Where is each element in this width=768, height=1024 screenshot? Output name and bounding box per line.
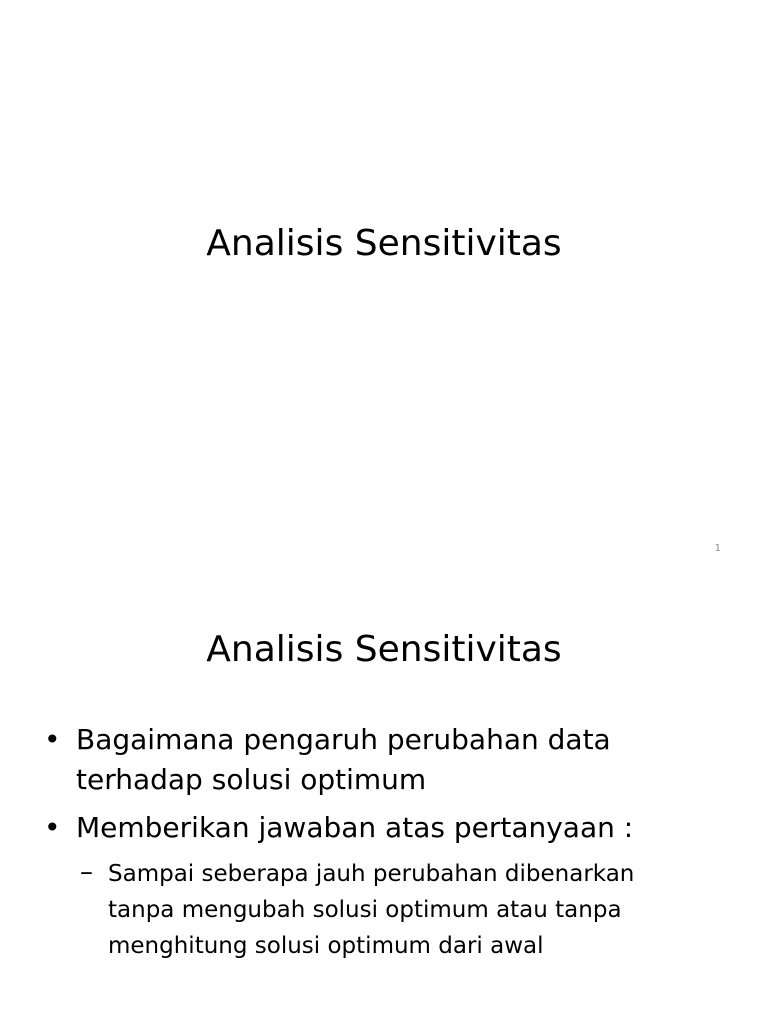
bullet-item (0, 720, 768, 800)
slide-number: 1 (714, 543, 721, 554)
sub-bullet-item (0, 856, 768, 964)
bullet-marker: • (44, 811, 61, 844)
bullet-text-line: Bagaimana pengaruh perubahan data (76, 723, 611, 756)
bullet-text-line: Memberikan jawaban atas pertanyaan : (76, 811, 634, 844)
bullet-text-line: terhadap solusi optimum (76, 763, 427, 796)
sub-list-container (0, 856, 768, 964)
slide-2 (0, 576, 768, 1024)
bullet-list (0, 720, 768, 964)
sub-bullet-text-line: tanpa mengubah solusi optimum atau tanpa (108, 897, 622, 923)
sub-bullet-list (0, 856, 768, 964)
sub-bullet-text-line: menghitung solusi optimum dari awal (108, 933, 544, 959)
slide-title: Analisis Sensitivitas (206, 629, 562, 670)
sub-bullet-text-line: Sampai seberapa jauh perubahan dibenarkan (108, 861, 635, 887)
bullet-marker: • (44, 723, 61, 756)
dash-marker: – (80, 857, 93, 887)
bullet-item (0, 808, 768, 848)
slide-title: Analisis Sensitivitas (206, 223, 562, 264)
